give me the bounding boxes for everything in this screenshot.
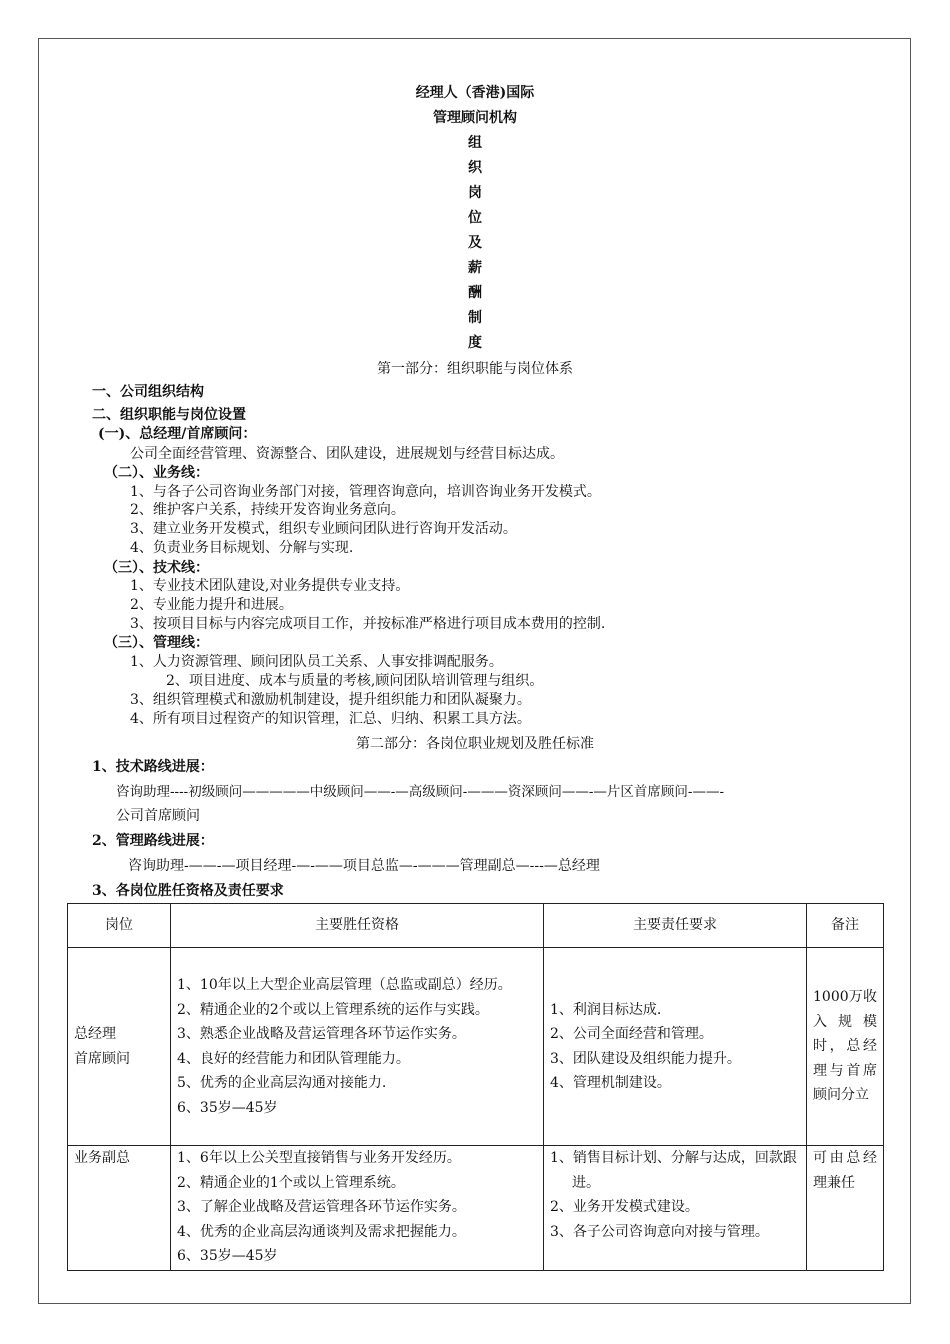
doc-title-line2: 管理顾问机构	[433, 110, 517, 126]
tech-item: 3、按项目目标与内容完成项目工作，并按标准严格进行项目成本费用的控制.	[130, 616, 606, 632]
post-name: 总经理	[74, 1026, 116, 1042]
qualification-item: 1、10年以上大型企业高层管理（总监或副总）经历。	[177, 977, 512, 993]
vertical-title-char: 及	[468, 235, 482, 251]
gm-heading: (一)、总经理/首席顾问：	[98, 426, 257, 442]
mgmt-item: 2、项目进度、成本与质量的考核,顾问团队培训管理与组织。	[166, 673, 544, 689]
qualification-item: 4、良好的经营能力和团队管理能力。	[177, 1050, 410, 1067]
duty-item: 2、业务开发模式建设。	[550, 1199, 699, 1215]
qualification-item: 2、精通企业的1个或以上管理系统。	[177, 1174, 405, 1191]
vertical-title-char: 薪	[468, 260, 482, 276]
section-org-functions: 二、组织职能与岗位设置	[92, 407, 246, 423]
section-org-structure: 一、公司组织结构	[92, 384, 204, 400]
tech-path-heading: 1、技术路线进展：	[92, 759, 214, 775]
tech-item: 1、专业技术团队建设,对业务提供专业支持。	[130, 578, 410, 594]
post-cell	[68, 1146, 171, 1271]
vertical-title-char: 位	[468, 210, 482, 226]
column-header: 岗位	[68, 904, 171, 948]
business-line-heading: （二）、业务线：	[104, 465, 209, 481]
position-requirements-table	[67, 903, 884, 1271]
duties-cell	[544, 948, 807, 1146]
mgmt-item: 1、人力资源管理、顾问团队员工关系、人事安排调配服务。	[130, 654, 503, 670]
vertical-title-char: 度	[468, 335, 482, 351]
duty-item: 1、销售目标计划、分解与达成，回款跟进。	[550, 1150, 797, 1191]
business-item: 2、维护客户关系，持续开发咨询业务意向。	[130, 502, 405, 518]
duty-item: 1、利润目标达成.	[550, 1001, 662, 1018]
column-header: 备注	[807, 904, 884, 948]
table-row	[68, 1146, 884, 1271]
vertical-title-char: 制	[468, 310, 482, 326]
tech-path-text: 公司首席顾问	[116, 808, 200, 824]
tech-path-text: 咨询助理----初级顾问—————中级顾问——-—高级顾问-———资深顾问——-—片区首席顾问-——-	[116, 784, 725, 800]
post-cell	[68, 948, 171, 1146]
duty-item: 4、管理机制建设。	[550, 1075, 671, 1091]
qualification-item: 1、6年以上公关型直接销售与业务开发经历。	[177, 1150, 461, 1166]
part2-heading: 第二部分：各岗位职业规划及胜任标准	[356, 736, 594, 752]
vertical-title-char: 酬	[468, 285, 482, 301]
column-header: 主要责任要求	[544, 904, 807, 948]
note-cell: 1000万收入规模时，总经理与首席顾问分立	[807, 948, 884, 1146]
qualifications-cell	[171, 948, 544, 1146]
qualification-item: 4、优秀的企业高层沟通谈判及需求把握能力。	[177, 1223, 466, 1240]
vertical-title-char: 岗	[468, 185, 482, 201]
mgmt-item: 4、所有项目过程资产的知识管理，汇总、归纳、积累工具方法。	[130, 711, 531, 727]
part1-heading: 第一部分：组织职能与岗位体系	[377, 361, 573, 377]
qualification-item: 3、了解企业战略及营运管理各环节运作实务。	[177, 1199, 466, 1215]
table-header-row	[68, 904, 884, 948]
qualification-item: 5、优秀的企业高层沟通对接能力.	[177, 1075, 387, 1091]
doc-title-line1: 经理人（香港)国际	[415, 85, 535, 101]
tech-line-heading: （三）、技术线：	[104, 560, 209, 576]
duty-item: 3、团队建设及组织能力提升。	[550, 1050, 741, 1067]
vertical-title-char: 组	[468, 135, 482, 151]
requirements-heading: 3、各岗位胜任资格及责任要求	[92, 883, 284, 899]
qualification-item: 6、35岁—45岁	[177, 1248, 278, 1264]
mgmt-path-text: 咨询助理-——-—项目经理-—-——项目总监—-———管理副总—---—总经理	[128, 858, 600, 874]
mgmt-item: 3、组织管理模式和激励机制建设，提升组织能力和团队凝聚力。	[130, 692, 531, 708]
column-header: 主要胜任资格	[171, 904, 544, 948]
business-item: 4、负责业务目标规划、分解与实现.	[130, 540, 354, 556]
table-row	[68, 948, 884, 1146]
post-name: 业务副总	[74, 1150, 130, 1166]
duty-item: 2、公司全面经营和管理。	[550, 1026, 713, 1042]
tech-item: 2、专业能力提升和进展。	[130, 597, 293, 613]
business-item: 1、与各子公司咨询业务部门对接，管理咨询意向，培训咨询业务开发模式。	[130, 484, 601, 500]
qualification-item: 2、精通企业的2个或以上管理系统的运作与实践。	[177, 1001, 489, 1018]
mgmt-path-heading: 2、管理路线进展：	[92, 833, 214, 849]
note-cell: 可由总经理兼任	[807, 1146, 884, 1271]
vertical-title-char: 织	[468, 160, 482, 176]
post-name: 首席顾问	[74, 1050, 130, 1067]
qualification-item: 3、熟悉企业战略及营运管理各环节运作实务。	[177, 1026, 466, 1042]
mgmt-line-heading: （三）、管理线：	[104, 635, 209, 651]
qualification-item: 6、35岁—45岁	[177, 1099, 278, 1116]
duty-item: 3、各子公司咨询意向对接与管理。	[550, 1223, 769, 1240]
qualifications-cell	[171, 1146, 544, 1271]
gm-text: 公司全面经营管理、资源整合、团队建设，进展规划与经营目标达成。	[130, 446, 564, 462]
business-item: 3、建立业务开发模式，组织专业顾问团队进行咨询开发活动。	[130, 521, 517, 537]
duties-cell	[544, 1146, 807, 1271]
